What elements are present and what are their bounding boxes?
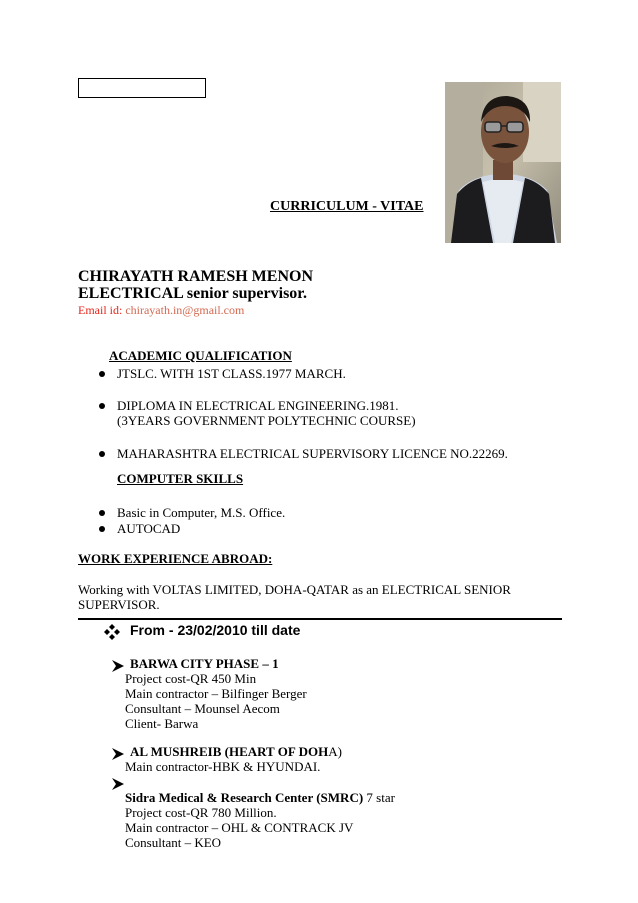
academic-item: (3YEARS GOVERNMENT POLYTECHNIC COURSE) [117,413,416,428]
bullet-icon [99,403,105,409]
arrowhead-bullet-icon [112,659,124,671]
blank-box [78,78,206,98]
project-detail: Project cost-QR 450 Min [125,671,257,686]
project-detail: Main contractor – OHL & CONTRACK JV [125,820,354,835]
work-summary: SUPERVISOR. [78,597,160,612]
horizontal-rule [78,618,562,620]
academic-heading: ACADEMIC QUALIFICATION [109,348,292,363]
bullet-icon [99,451,105,457]
academic-item: MAHARASHTRA ELECTRICAL SUPERVISORY LICENCE NO.22269. [117,446,508,461]
project-title-rest: 7 star [363,790,395,805]
email-address: chirayath.in@gmail.com [125,303,245,317]
computer-item: Basic in Computer, M.S. Office. [117,505,286,520]
bullet-icon [99,371,105,377]
person-name: CHIRAYATH RAMESH MENON [78,268,313,285]
bullet-icon [99,526,105,532]
work-period: From - 23/02/2010 till date [130,622,301,638]
project-detail: Client- Barwa [125,716,199,731]
project-detail: Main contractor-HBK & HYUNDAI. [125,759,321,774]
arrowhead-bullet-icon [112,777,124,789]
person-role: ELECTRICAL senior supervisor. [78,285,307,302]
document-title: CURRICULUM - VITAE [270,199,424,214]
computer-item: AUTOCAD [117,521,181,536]
arrowhead-bullet-icon [112,747,124,759]
email-line [78,303,244,318]
project-title-bold: Sidra Medical & Research Center (SMRC) [125,790,364,805]
portrait-photo [445,82,561,243]
computer-heading: COMPUTER SKILLS [117,471,244,486]
work-summary: Working with VOLTAS LIMITED, DOHA-QATAR as an ELECTRICAL SENIOR [78,582,511,597]
email-label: Email id: [78,303,126,317]
four-diamond-bullet-icon [104,624,120,640]
project-detail: Project cost-QR 780 Million. [125,805,277,820]
academic-item: DIPLOMA IN ELECTRICAL ENGINEERING.1981. [117,398,399,413]
project-title-rest: A) [328,744,342,759]
bullet-icon [99,510,105,516]
project-title-bold: AL MUSHREIB (HEART OF DOH [130,744,329,759]
project-detail: Main contractor – Bilfinger Berger [125,686,307,701]
academic-item: JTSLC. WITH 1ST CLASS.1977 MARCH. [117,366,346,381]
project-detail: Consultant – KEO [125,835,222,850]
project-title [130,744,342,759]
project-title [125,790,395,805]
work-heading: WORK EXPERIENCE ABROAD: [78,551,273,566]
project-title: BARWA CITY PHASE – 1 [130,656,279,671]
project-detail: Consultant – Mounsel Aecom [125,701,280,716]
